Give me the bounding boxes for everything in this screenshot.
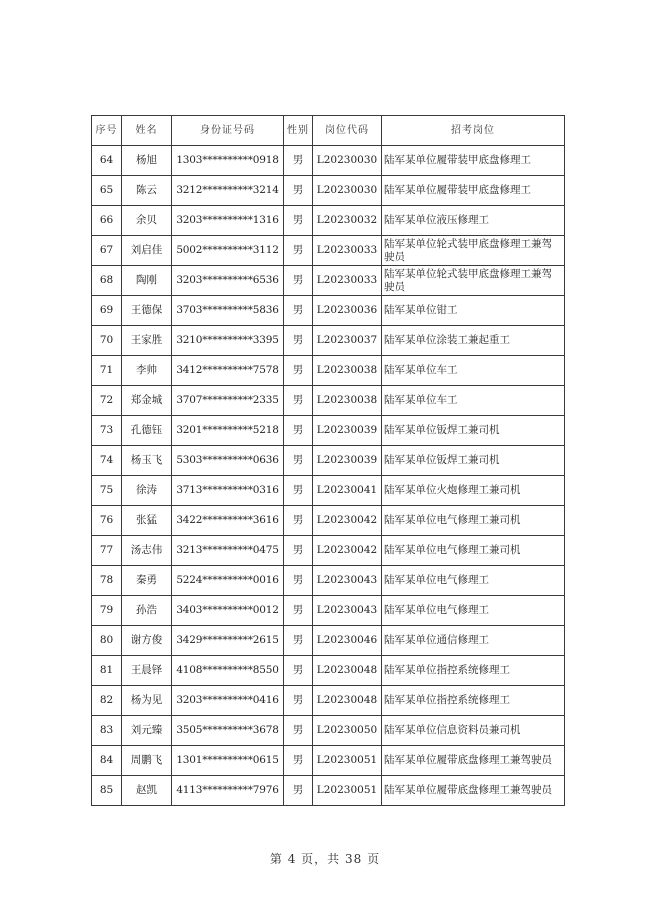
cell-post: 陆军某单位液压修理工 (382, 206, 565, 236)
cell-post-code: L20230039 (313, 446, 382, 476)
cell-id-number: 3203**********6536 (172, 266, 284, 296)
cell-post-code: L20230041 (313, 476, 382, 506)
cell-name: 郑金城 (122, 386, 172, 416)
cell-post: 陆军某单位车工 (382, 356, 565, 386)
cell-post: 陆军某单位钣焊工兼司机 (382, 446, 565, 476)
cell-seq: 82 (92, 686, 122, 716)
table-row (92, 176, 565, 206)
cell-post: 陆军某单位电气修理工 (382, 566, 565, 596)
cell-post-code: L20230046 (313, 626, 382, 656)
cell-seq: 69 (92, 296, 122, 326)
cell-gender: 男 (284, 536, 313, 566)
table-row (92, 566, 565, 596)
cell-id-number: 3203**********0416 (172, 686, 284, 716)
cell-gender: 男 (284, 206, 313, 236)
cell-id-number: 4113**********7976 (172, 776, 284, 806)
table-row (92, 146, 565, 176)
table-row (92, 416, 565, 446)
cell-id-number: 1301**********0615 (172, 746, 284, 776)
table-row (92, 206, 565, 236)
cell-post: 陆军某单位信息资料员兼司机 (382, 716, 565, 746)
table-row (92, 536, 565, 566)
cell-name: 杨旭 (122, 146, 172, 176)
cell-post-code: L20230037 (313, 326, 382, 356)
header-gender: 性别 (284, 116, 313, 146)
cell-id-number: 3703**********5836 (172, 296, 284, 326)
table-row (92, 686, 565, 716)
cell-id-number: 5224**********0016 (172, 566, 284, 596)
cell-gender: 男 (284, 326, 313, 356)
cell-id-number: 3203**********1316 (172, 206, 284, 236)
cell-name: 徐涛 (122, 476, 172, 506)
cell-seq: 70 (92, 326, 122, 356)
cell-post: 陆军某单位轮式装甲底盘修理工兼驾驶员 (382, 266, 565, 296)
cell-post-code: L20230051 (313, 776, 382, 806)
table-row (92, 476, 565, 506)
table-row (92, 776, 565, 806)
cell-post: 陆军某单位轮式装甲底盘修理工兼驾驶员 (382, 236, 565, 266)
cell-id-number: 3403**********0012 (172, 596, 284, 626)
cell-gender: 男 (284, 506, 313, 536)
cell-seq: 76 (92, 506, 122, 536)
cell-gender: 男 (284, 416, 313, 446)
cell-name: 王德保 (122, 296, 172, 326)
cell-post-code: L20230043 (313, 596, 382, 626)
cell-name: 王晨铎 (122, 656, 172, 686)
cell-seq: 84 (92, 746, 122, 776)
cell-post: 陆军某单位火炮修理工兼司机 (382, 476, 565, 506)
cell-gender: 男 (284, 236, 313, 266)
cell-id-number: 1303**********0918 (172, 146, 284, 176)
cell-seq: 66 (92, 206, 122, 236)
cell-id-number: 5303**********0636 (172, 446, 284, 476)
cell-gender: 男 (284, 686, 313, 716)
cell-name: 陶刚 (122, 266, 172, 296)
cell-name: 孔德钰 (122, 416, 172, 446)
cell-post-code: L20230030 (313, 146, 382, 176)
cell-gender: 男 (284, 776, 313, 806)
cell-gender: 男 (284, 746, 313, 776)
cell-id-number: 3212**********3214 (172, 176, 284, 206)
cell-gender: 男 (284, 596, 313, 626)
cell-seq: 74 (92, 446, 122, 476)
cell-seq: 81 (92, 656, 122, 686)
cell-name: 王家胜 (122, 326, 172, 356)
table-row (92, 446, 565, 476)
cell-id-number: 3713**********0316 (172, 476, 284, 506)
header-id-number: 身份证号码 (172, 116, 284, 146)
cell-post-code: L20230051 (313, 746, 382, 776)
cell-id-number: 3213**********0475 (172, 536, 284, 566)
cell-post-code: L20230033 (313, 266, 382, 296)
header-post: 招考岗位 (382, 116, 565, 146)
table-row (92, 746, 565, 776)
cell-post-code: L20230033 (313, 236, 382, 266)
cell-id-number: 4108**********8550 (172, 656, 284, 686)
cell-name: 赵凯 (122, 776, 172, 806)
cell-post-code: L20230042 (313, 536, 382, 566)
cell-gender: 男 (284, 476, 313, 506)
table-row (92, 596, 565, 626)
cell-seq: 79 (92, 596, 122, 626)
cell-name: 杨为见 (122, 686, 172, 716)
cell-name: 张猛 (122, 506, 172, 536)
cell-gender: 男 (284, 656, 313, 686)
cell-gender: 男 (284, 386, 313, 416)
cell-post: 陆军某单位钣焊工兼司机 (382, 416, 565, 446)
cell-post: 陆军某单位电气修理工兼司机 (382, 536, 565, 566)
cell-id-number: 3422**********3616 (172, 506, 284, 536)
header-post-code: 岗位代码 (313, 116, 382, 146)
cell-seq: 80 (92, 626, 122, 656)
table-row (92, 326, 565, 356)
cell-gender: 男 (284, 266, 313, 296)
table-row (92, 236, 565, 266)
table-body (92, 146, 565, 806)
table-row (92, 386, 565, 416)
cell-id-number: 5002**********3112 (172, 236, 284, 266)
header-seq: 序号 (92, 116, 122, 146)
cell-post: 陆军某单位钳工 (382, 296, 565, 326)
cell-id-number: 3707**********2335 (172, 386, 284, 416)
cell-seq: 73 (92, 416, 122, 446)
cell-name: 谢方俊 (122, 626, 172, 656)
cell-seq: 75 (92, 476, 122, 506)
cell-post: 陆军某单位履带底盘修理工兼驾驶员 (382, 776, 565, 806)
cell-post: 陆军某单位电气修理工 (382, 596, 565, 626)
cell-name: 汤志伟 (122, 536, 172, 566)
cell-seq: 72 (92, 386, 122, 416)
cell-id-number: 3505**********3678 (172, 716, 284, 746)
cell-post-code: L20230039 (313, 416, 382, 446)
cell-name: 周鹏飞 (122, 746, 172, 776)
cell-post: 陆军某单位履带装甲底盘修理工 (382, 176, 565, 206)
cell-post: 陆军某单位通信修理工 (382, 626, 565, 656)
table-row (92, 506, 565, 536)
cell-post: 陆军某单位履带底盘修理工兼驾驶员 (382, 746, 565, 776)
cell-name: 余贝 (122, 206, 172, 236)
cell-seq: 85 (92, 776, 122, 806)
cell-post-code: L20230042 (313, 506, 382, 536)
table-header-row (92, 116, 565, 146)
cell-gender: 男 (284, 626, 313, 656)
cell-gender: 男 (284, 356, 313, 386)
cell-post-code: L20230043 (313, 566, 382, 596)
cell-seq: 71 (92, 356, 122, 386)
table-row (92, 296, 565, 326)
header-name: 姓名 (122, 116, 172, 146)
cell-post-code: L20230050 (313, 716, 382, 746)
cell-seq: 65 (92, 176, 122, 206)
cell-name: 刘启佳 (122, 236, 172, 266)
cell-gender: 男 (284, 446, 313, 476)
cell-name: 孙浩 (122, 596, 172, 626)
cell-id-number: 3412**********7578 (172, 356, 284, 386)
cell-seq: 78 (92, 566, 122, 596)
cell-post-code: L20230030 (313, 176, 382, 206)
cell-post: 陆军某单位涂装工兼起重工 (382, 326, 565, 356)
cell-gender: 男 (284, 566, 313, 596)
page-number: 第 4 页，共 38 页 (269, 852, 381, 866)
cell-seq: 64 (92, 146, 122, 176)
cell-id-number: 3210**********3395 (172, 326, 284, 356)
cell-id-number: 3429**********2615 (172, 626, 284, 656)
table-row (92, 716, 565, 746)
cell-post-code: L20230038 (313, 386, 382, 416)
cell-name: 李帅 (122, 356, 172, 386)
candidate-table (91, 115, 565, 806)
cell-post-code: L20230048 (313, 686, 382, 716)
cell-seq: 67 (92, 236, 122, 266)
cell-name: 刘元臻 (122, 716, 172, 746)
cell-post: 陆军某单位指控系统修理工 (382, 656, 565, 686)
cell-seq: 77 (92, 536, 122, 566)
table-row (92, 356, 565, 386)
cell-name: 陈云 (122, 176, 172, 206)
cell-seq: 83 (92, 716, 122, 746)
cell-post: 陆军某单位电气修理工兼司机 (382, 506, 565, 536)
cell-name: 秦勇 (122, 566, 172, 596)
cell-post-code: L20230048 (313, 656, 382, 686)
cell-seq: 68 (92, 266, 122, 296)
cell-post-code: L20230038 (313, 356, 382, 386)
table-row (92, 626, 565, 656)
cell-post-code: L20230036 (313, 296, 382, 326)
cell-post-code: L20230032 (313, 206, 382, 236)
cell-gender: 男 (284, 146, 313, 176)
table-row (92, 266, 565, 296)
cell-id-number: 3201**********5218 (172, 416, 284, 446)
cell-gender: 男 (284, 296, 313, 326)
cell-post: 陆军某单位指控系统修理工 (382, 686, 565, 716)
cell-post: 陆军某单位车工 (382, 386, 565, 416)
table-row (92, 656, 565, 686)
cell-post: 陆军某单位履带装甲底盘修理工 (382, 146, 565, 176)
cell-gender: 男 (284, 176, 313, 206)
cell-gender: 男 (284, 716, 313, 746)
cell-name: 杨玉飞 (122, 446, 172, 476)
